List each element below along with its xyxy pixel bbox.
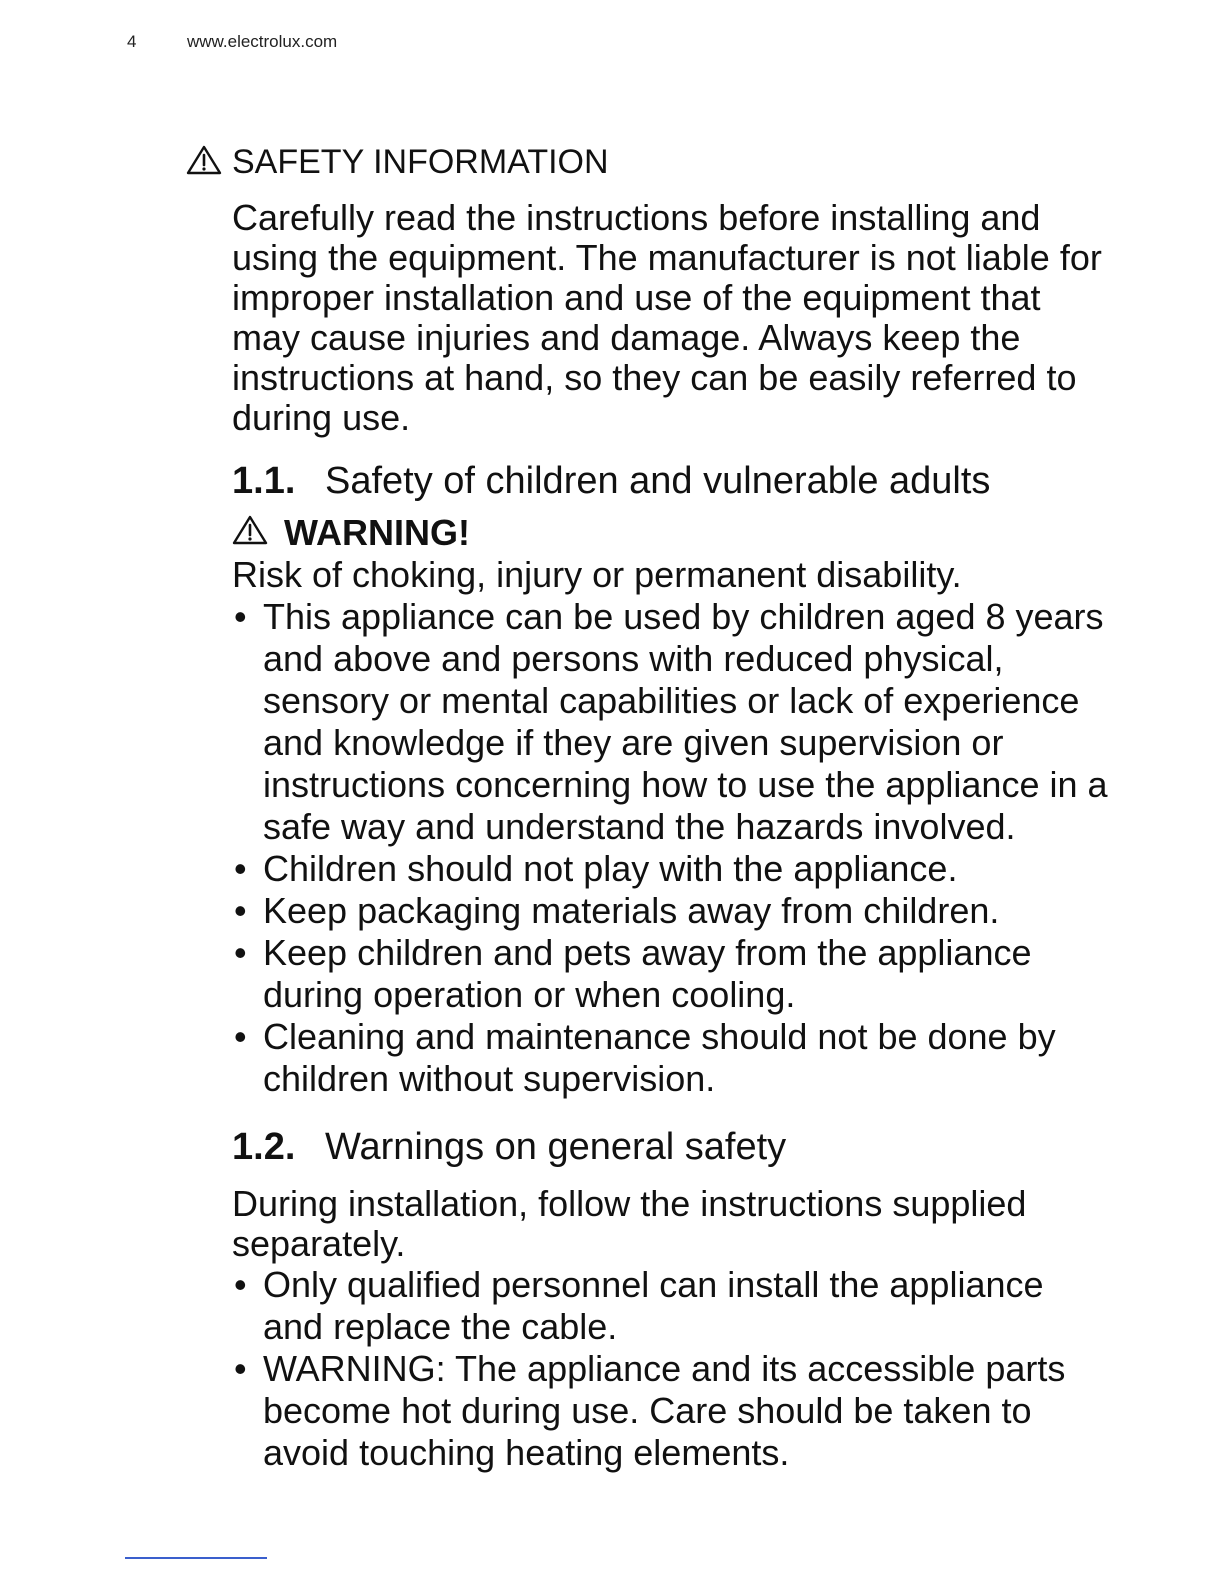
list-item: • Children should not play with the appliance. bbox=[234, 848, 958, 889]
warning-triangle-icon bbox=[232, 515, 268, 545]
bullet-dot-icon: • bbox=[234, 848, 247, 889]
page-number: 4 bbox=[127, 32, 137, 51]
subsection-title: Warnings on general safety bbox=[325, 1126, 787, 1168]
main-content bbox=[232, 198, 1112, 1474]
bullet-dot-icon: • bbox=[234, 1016, 247, 1057]
list-item: • This appliance can be used by children aged 8 years and above and persons with reduced physical, sensory or mental capabilities or lack of experience and knowledge if they are given supervision or instructions concerning how to use the appliance in a safe way and understand the hazards involved. bbox=[234, 596, 1108, 847]
subsection-heading-2 bbox=[232, 1126, 1112, 1168]
subsection-number: 1.1. bbox=[232, 460, 296, 502]
section-title bbox=[186, 142, 609, 182]
list-item: • Only qualified personnel can install the appliance and replace the cable. bbox=[234, 1264, 1044, 1347]
subsection-intro: During installation, follow the instructions supplied separately. bbox=[232, 1183, 1027, 1264]
bullet-dot-icon: • bbox=[234, 1264, 247, 1305]
list-item: • WARNING: The appliance and its accessible parts become hot during use. Care should be taken to avoid touching heating elements. bbox=[234, 1348, 1066, 1473]
bullet-list-children bbox=[232, 596, 1112, 1100]
subsection-title: Safety of children and vulnerable adults bbox=[325, 460, 991, 502]
bullet-dot-icon: • bbox=[234, 932, 247, 973]
section-intro: Carefully read the instructions before installing and using the equipment. The manufacturer is not liable for improper installation and use of the equipment that may cause injuries and damage. Always keep the instructions at hand, so they can be easily referred to during use. bbox=[232, 197, 1102, 438]
bullet-list-general bbox=[232, 1264, 1112, 1474]
warning-label: WARNING! bbox=[284, 512, 470, 553]
bullet-dot-icon: • bbox=[234, 890, 247, 931]
subsection-number: 1.2. bbox=[232, 1126, 296, 1168]
warning-triangle-icon bbox=[186, 145, 222, 175]
risk-text: Risk of choking, injury or permanent disability. bbox=[232, 554, 962, 595]
list-item: • Cleaning and maintenance should not be done by children without supervision. bbox=[234, 1016, 1056, 1099]
list-item: • Keep children and pets away from the appliance during operation or when cooling. bbox=[234, 932, 1032, 1015]
list-item: • Keep packaging materials away from children. bbox=[234, 890, 1000, 931]
page-header bbox=[127, 31, 337, 53]
bullet-dot-icon: • bbox=[234, 1348, 247, 1389]
subsection-heading-1 bbox=[232, 460, 1112, 502]
footer-rule bbox=[125, 1557, 267, 1559]
section-title-text: SAFETY INFORMATION bbox=[232, 143, 609, 181]
website-link[interactable]: www.electrolux.com bbox=[187, 32, 338, 51]
warning-heading bbox=[232, 512, 1112, 554]
bullet-dot-icon: • bbox=[234, 596, 247, 637]
